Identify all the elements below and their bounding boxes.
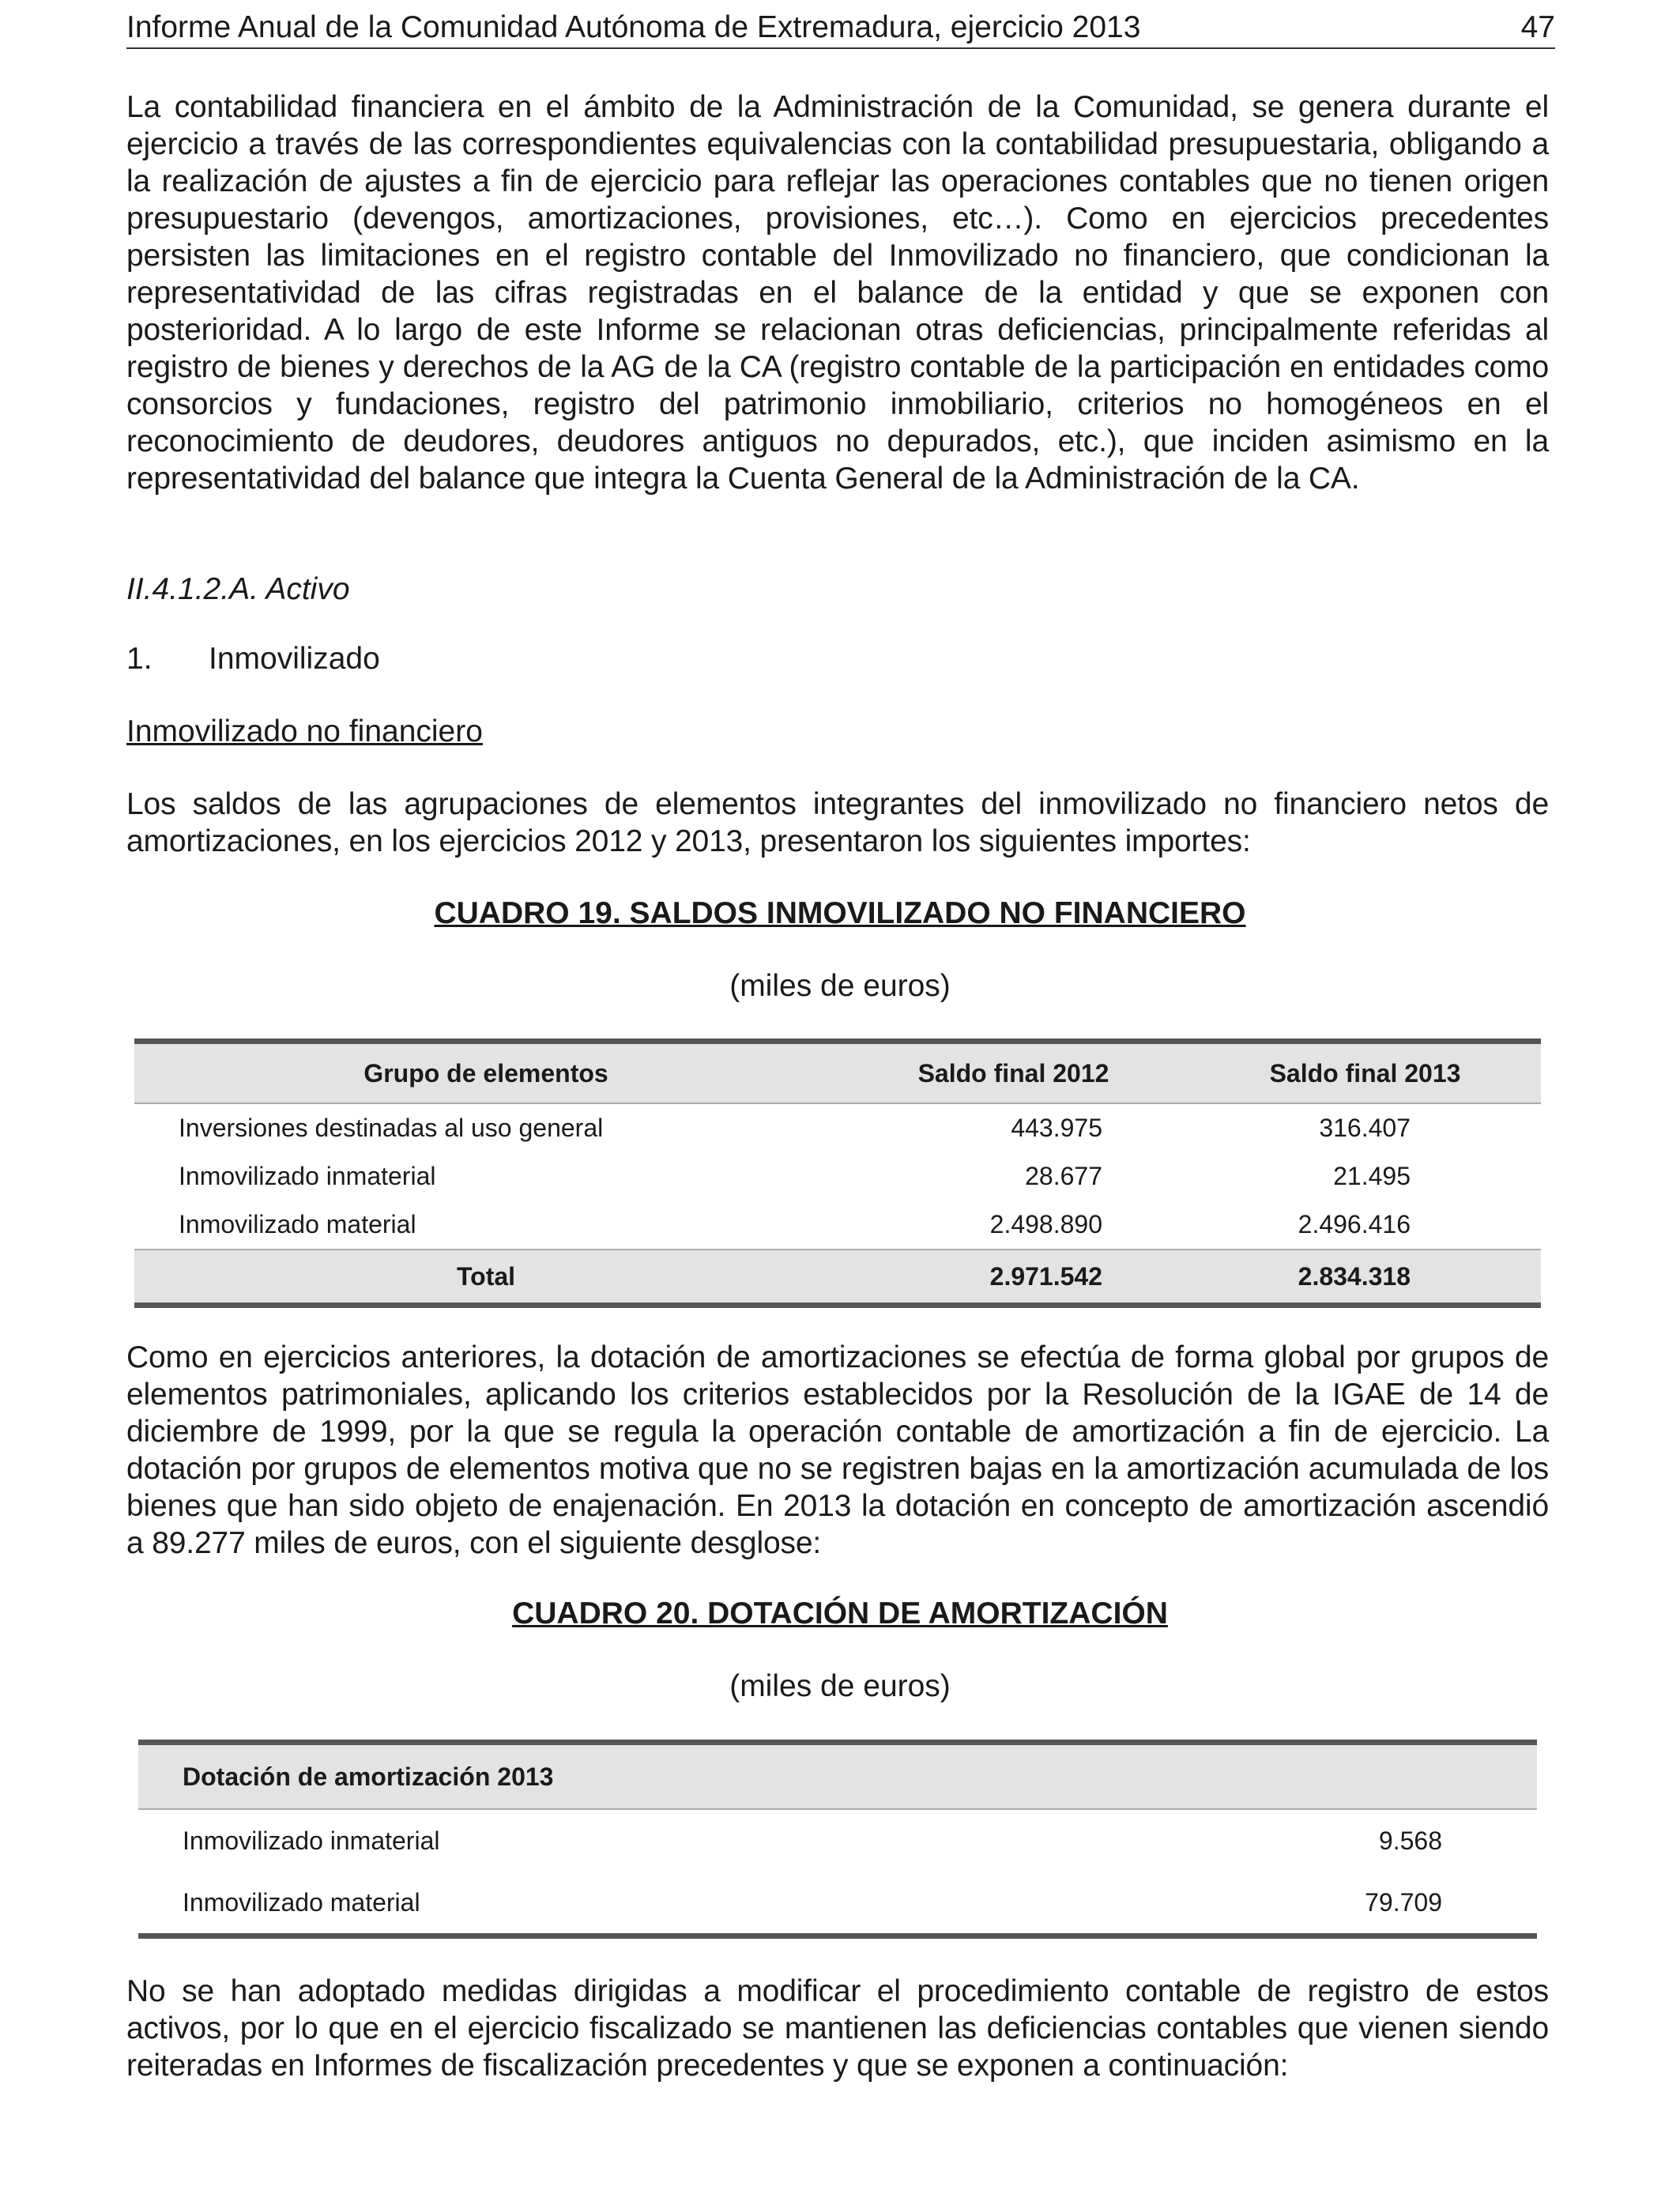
table-header-row (134, 1042, 1541, 1104)
paragraph-saldos: Los saldos de las agrupaciones de elementos integrantes del inmovilizado no financiero netos de amortizaciones, en los ejercicios 2012 y 2013, presentaron los siguientes importes: (126, 787, 1549, 858)
total-2013: 2.834.318 (1189, 1250, 1541, 1306)
document-title: Informe Anual de la Comunidad Autónoma de Extremadura, ejercicio 2013 (126, 10, 1141, 44)
cuadro20-table (138, 1740, 1537, 1939)
cuadro20-title: CUADRO 20. DOTACIÓN DE AMORTIZACIÓN (512, 1596, 1168, 1630)
table-row (138, 1809, 1537, 1872)
paragraph-medidas: No se han adoptado medidas dirigidas a modificar el procedimiento contable de registro de estos activos, por lo que en el ejercicio fiscalizado se mantienen las deficiencias contables que vienen siendo reiteradas en Informes de fiscalización precedentes y que se exponen a continuación: (126, 1974, 1549, 2083)
table-row (134, 1201, 1541, 1250)
row-label: Inversiones destinadas al uso general (179, 1114, 604, 1142)
value-2012: 443.975 (1011, 1114, 1102, 1142)
total-label: Total (134, 1250, 838, 1306)
value-2012: 2.498.890 (989, 1210, 1102, 1238)
col-header-grupo: Grupo de elementos (134, 1042, 838, 1104)
total-2012: 2.971.542 (838, 1250, 1189, 1306)
cuadro19-title: CUADRO 19. SALDOS INMOVILIZADO NO FINANCIERO (434, 896, 1246, 930)
paragraph-contabilidad: La contabilidad financiera en el ámbito de la Administración de la Comunidad, se genera durante el ejercicio a través de las correspondientes equivalencias con la contabilidad presupuestaria, obligando a la realización de ajustes a fin de ejercicio para reflejar las operaciones contables que no tienen origen presupuestario (devengos, amortizaciones, provisiones, etc…). Como en ejercicios precedentes persisten las limitaciones en el registro contable del Inmovilizado no financiero, que condicionan la representatividad de las cifras registradas en el balance de la entidad y que se exponen con posterioridad. A lo largo de este Informe se relacionan otras deficiencias, principalmente referidas al registro de bienes y derechos de la AG de la CA (registro contable de la participación en entidades como consorcios y fundaciones, registro del patrimonio inmobiliario, criterios no homogéneos en el reconocimiento de deudores, deudores antiguos no depurados, etc.), que inciden asimismo en la representatividad del balance que integra la Cuenta General de la Administración de la CA. (126, 90, 1549, 496)
row-value: 9.568 (1378, 1826, 1442, 1855)
row-label: Inmovilizado material (179, 1210, 416, 1238)
item-heading (126, 640, 380, 677)
value-2013: 21.495 (1333, 1162, 1411, 1190)
section-heading: II.4.1.2.A. Activo (126, 572, 350, 606)
table-row (134, 1103, 1541, 1152)
col-header-empty (1265, 1743, 1537, 1810)
value-2013: 2.496.416 (1298, 1210, 1411, 1238)
item-title: Inmovilizado (209, 642, 380, 676)
page-number: 47 (1520, 10, 1555, 44)
subsection-heading: Inmovilizado no financiero (126, 714, 483, 748)
total-row (134, 1250, 1541, 1306)
row-label: Inmovilizado inmaterial (179, 1162, 436, 1190)
cuadro20-units: (miles de euros) (729, 1669, 951, 1703)
cuadro19-table (134, 1039, 1541, 1308)
table-header-row (138, 1743, 1537, 1810)
col-header-2012: Saldo final 2012 (838, 1042, 1189, 1104)
table-row (134, 1152, 1541, 1201)
row-label: Inmovilizado inmaterial (183, 1826, 440, 1855)
row-label: Inmovilizado material (183, 1887, 420, 1917)
page-header (126, 8, 1555, 49)
value-2013: 316.407 (1319, 1114, 1411, 1142)
value-2012: 28.677 (1025, 1162, 1102, 1190)
col-header-2013: Saldo final 2013 (1189, 1042, 1541, 1104)
item-number: 1. (126, 642, 153, 676)
paragraph-dotacion: Como en ejercicios anteriores, la dotación de amortizaciones se efectúa de forma global por grupos de elementos patrimoniales, aplicando los criterios establecidos por la Resolución de la IGAE de 14 de diciembre de 1999, por la que se regula la operación contable de amortización a fin de ejercicio. La dotación por grupos de elementos motiva que no se registren bajas en la amortización acumulada de los bienes que han sido objeto de enajenación. En 2013 la dotación en concepto de amortización ascendió a 89.277 miles de euros, con el siguiente desglose: (126, 1340, 1549, 1560)
cuadro19-units: (miles de euros) (729, 969, 951, 1003)
table-row (138, 1872, 1537, 1936)
row-value: 79.709 (1365, 1887, 1442, 1917)
col-header-dotacion: Dotación de amortización 2013 (138, 1743, 1265, 1810)
